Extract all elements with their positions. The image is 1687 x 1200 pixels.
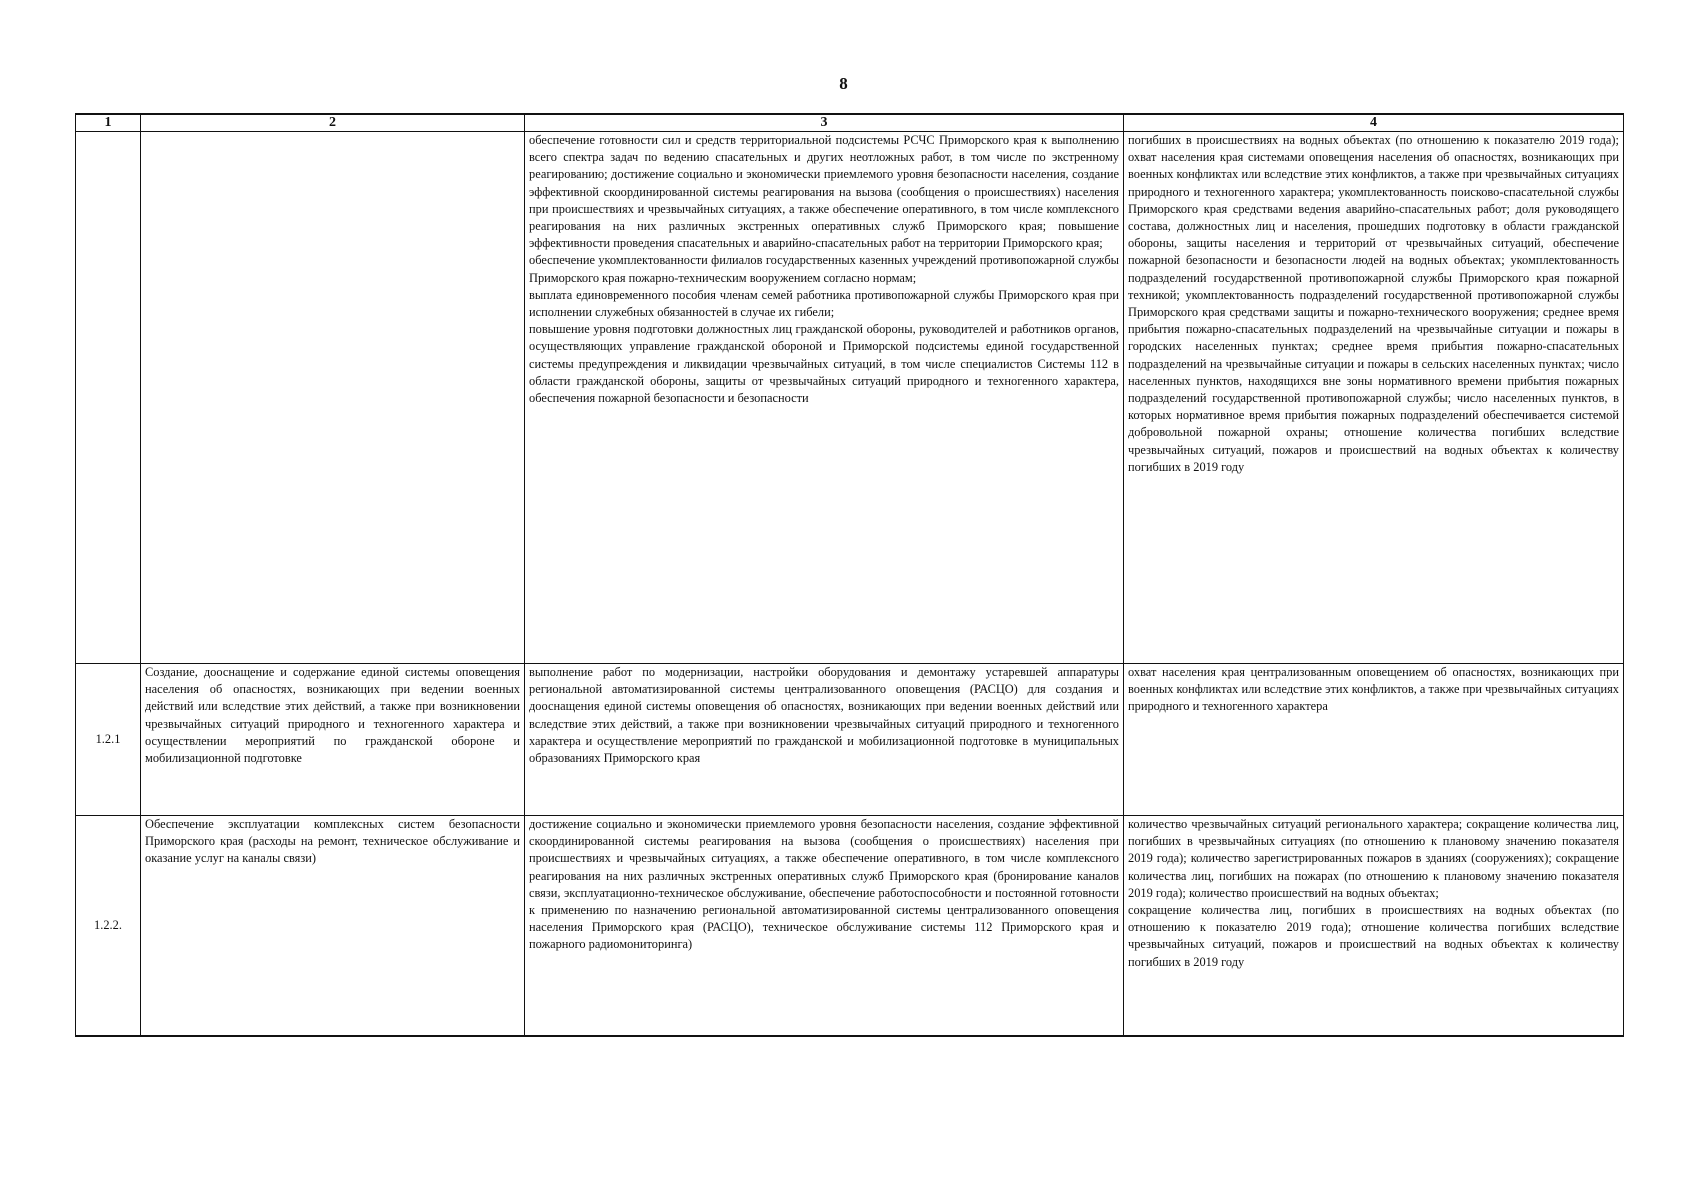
measure-name-text: Обеспечение эксплуатации комплексных систем безопасности Приморского края (расходы на ремонт, техническое обслуживание и оказание услуг на каналы связи) [145, 817, 520, 866]
measure-name-cell [141, 132, 525, 664]
measure-content-cell [525, 816, 1124, 1036]
column-header-2: 2 [141, 114, 525, 132]
table-row [76, 816, 1624, 1036]
indicator-paragraph: сокращение количества лиц, погибших в происшествиях на водных объектах (по отношению к показателю 2019 года); отношение количества погибших вследствие чрезвычайных ситуаций, пожаров и происшествий на водных объектах к количеству погибших в 2019 году [1128, 903, 1619, 969]
indicator-cell [1124, 132, 1624, 664]
page-number: 8 [839, 74, 848, 93]
row-number-cell: 1.2.1 [76, 664, 141, 816]
measure-content-paragraph: достижение социально и экономически приемлемого уровня безопасности населения, создание эффективной скоординированной системы реагирования на вызова (сообщения о происшествиях) населения при происшествиях и чрезвычайных ситуациях, а также обеспечение оперативного, в том числе комплексного реагирования на них различных экстренных оперативных служб Приморского края (бронирование каналов связи, эксплуатационно-техническое обслуживание, обеспечение работоспособности и постоянной готовности к применению по назначению региональной автоматизированной системы централизованного оповещения населения Приморского края (РАСЦО), техническое обслуживание системы 112 Приморского края и пожарного радиомониторинга) [529, 817, 1119, 952]
row-number-cell [76, 132, 141, 664]
indicator-paragraph: погибших в происшествиях на водных объектах (по отношению к показателю 2019 года); охват населения края системами оповещения населения об опасностях, возникающих при военных конфликтах или вследствие этих конфликтов, а также при чрезвычайных ситуациях природного и техногенного характера; укомплектованность поисково-спасательной службы Приморского края средствами ведения аварийно-спасательных работ; доля руководящего состава, должностных лиц и населения, прошедших подготовку в области гражданской обороны, защиты населения и территорий от чрезвычайных ситуаций, обеспечение пожарной безопасности и безопасности людей на водных объектах; укомплектованность подразделений государственной противопожарной службы Приморского края пожарной техникой; укомплектованность подразделений государственной противопожарной службы Приморского края средствами защиты и пожарно-технического вооружения; среднее время прибытия пожарно-спасательных подразделений на чрезвычайные ситуации и пожары в городских населенных пунктах; среднее время прибытия пожарно-спасательных подразделений на чрезвычайные ситуации и пожары в сельских населенных пунктах; число населенных пунктов, находящихся вне зоны нормативного времени прибытия пожарных подразделений государственной противопожарной службы; число населенных пунктов, в которых нормативное время прибытия пожарных подразделений обеспечивается системой добровольной пожарной охраны; отношение количества погибших вследствие чрезвычайных ситуаций, пожаров и происшествий на водных объектах к количеству погибших в 2019 году [1128, 133, 1619, 474]
measure-content-paragraph: обеспечение укомплектованности филиалов государственных казенных учреждений противопожарной службы Приморского края пожарно-техническим вооружением согласно нормам; [529, 253, 1119, 285]
table-row [76, 132, 1624, 664]
column-header-3: 3 [525, 114, 1124, 132]
measure-content-cell [525, 132, 1124, 664]
measure-name-cell [141, 816, 525, 1036]
table-row [76, 664, 1624, 816]
measure-name-cell [141, 664, 525, 816]
measure-content-paragraph: выплата единовременного пособия членам семей работника противопожарной службы Приморского края при исполнении служебных обязанностей в случае их гибели; [529, 287, 1119, 320]
indicator-paragraph: количество чрезвычайных ситуаций регионального характера; сокращение количества лиц, погибших в чрезвычайных ситуациях (по отношению к плановому значению показателя 2019 года); количество зарегистрированных пожаров в зданиях (сооружениях); сокращение количества лиц, погибших на пожарах (по отношению к плановому значению показателя 2019 года); количество происшествий на водных объектах; [1128, 817, 1619, 900]
indicator-cell [1124, 816, 1624, 1036]
indicator-cell [1124, 664, 1624, 816]
measure-content-paragraph: повышение уровня подготовки должностных лиц гражданской обороны, руководителей и работников органов, осуществляющих управление гражданской обороной и Приморской подсистемы единой государственной системы предупреждения и ликвидации чрезвычайных ситуаций, в том числе специалистов Системы 112 в области гражданской обороны, защиты от чрезвычайных ситуаций природного и техногенного характера, обеспечения пожарной безопасности и безопасности [529, 322, 1119, 406]
measure-content-paragraph: обеспечение готовности сил и средств территориальной подсистемы РСЧС Приморского края к выполнению всего спектра задач по ведению спасательных и других неотложных работ, в том числе по экстренному реагированию; достижение социально и экономически приемлемого уровня безопасности населения, создание эффективной скоординированной системы реагирования на вызова (сообщения о происшествиях) населения при происшествиях и чрезвычайных ситуациях, а также обеспечение оперативного, в том числе комплексного реагирования на них различных экстренных оперативных служб Приморского края; повышение эффективности проведения спасательных и аварийно-спасательных работ на территории Приморского края; [529, 133, 1119, 251]
table-header-row [76, 114, 1624, 132]
row-number-cell: 1.2.2. [76, 816, 141, 1036]
measure-name-text: Создание, дооснащение и содержание единой системы оповещения населения об опасностях, возникающих при ведении военных действий или вследствие этих действий, а также при возникновении чрезвычайных ситуаций природного и техногенного характера и осуществлении мероприятий по гражданской обороне и мобилизационной подготовке [145, 665, 520, 766]
column-header-4: 4 [1124, 114, 1624, 132]
indicator-paragraph: охват населения края централизованным оповещением об опасностях, возникающих при военных конфликтах или вследствие этих конфликтов, а также при чрезвычайных ситуациях природного и техногенного характера [1128, 665, 1619, 714]
measure-content-paragraph: выполнение работ по модернизации, настройки оборудования и демонтажу устаревшей аппаратуры региональной автоматизированной системы централизованного оповещения (РАСЦО) для создания и дооснащения единой системы оповещения об опасностях, возникающих при ведении военных действий или вследствие этих действий, а также при возникновении чрезвычайных ситуаций природного и техногенного характера и осуществление мероприятий по гражданской и мобилизационной подготовке в муниципальных образованиях Приморского края [529, 665, 1119, 766]
program-measures-table [75, 113, 1624, 1037]
column-header-1: 1 [76, 114, 141, 132]
measure-content-cell [525, 664, 1124, 816]
